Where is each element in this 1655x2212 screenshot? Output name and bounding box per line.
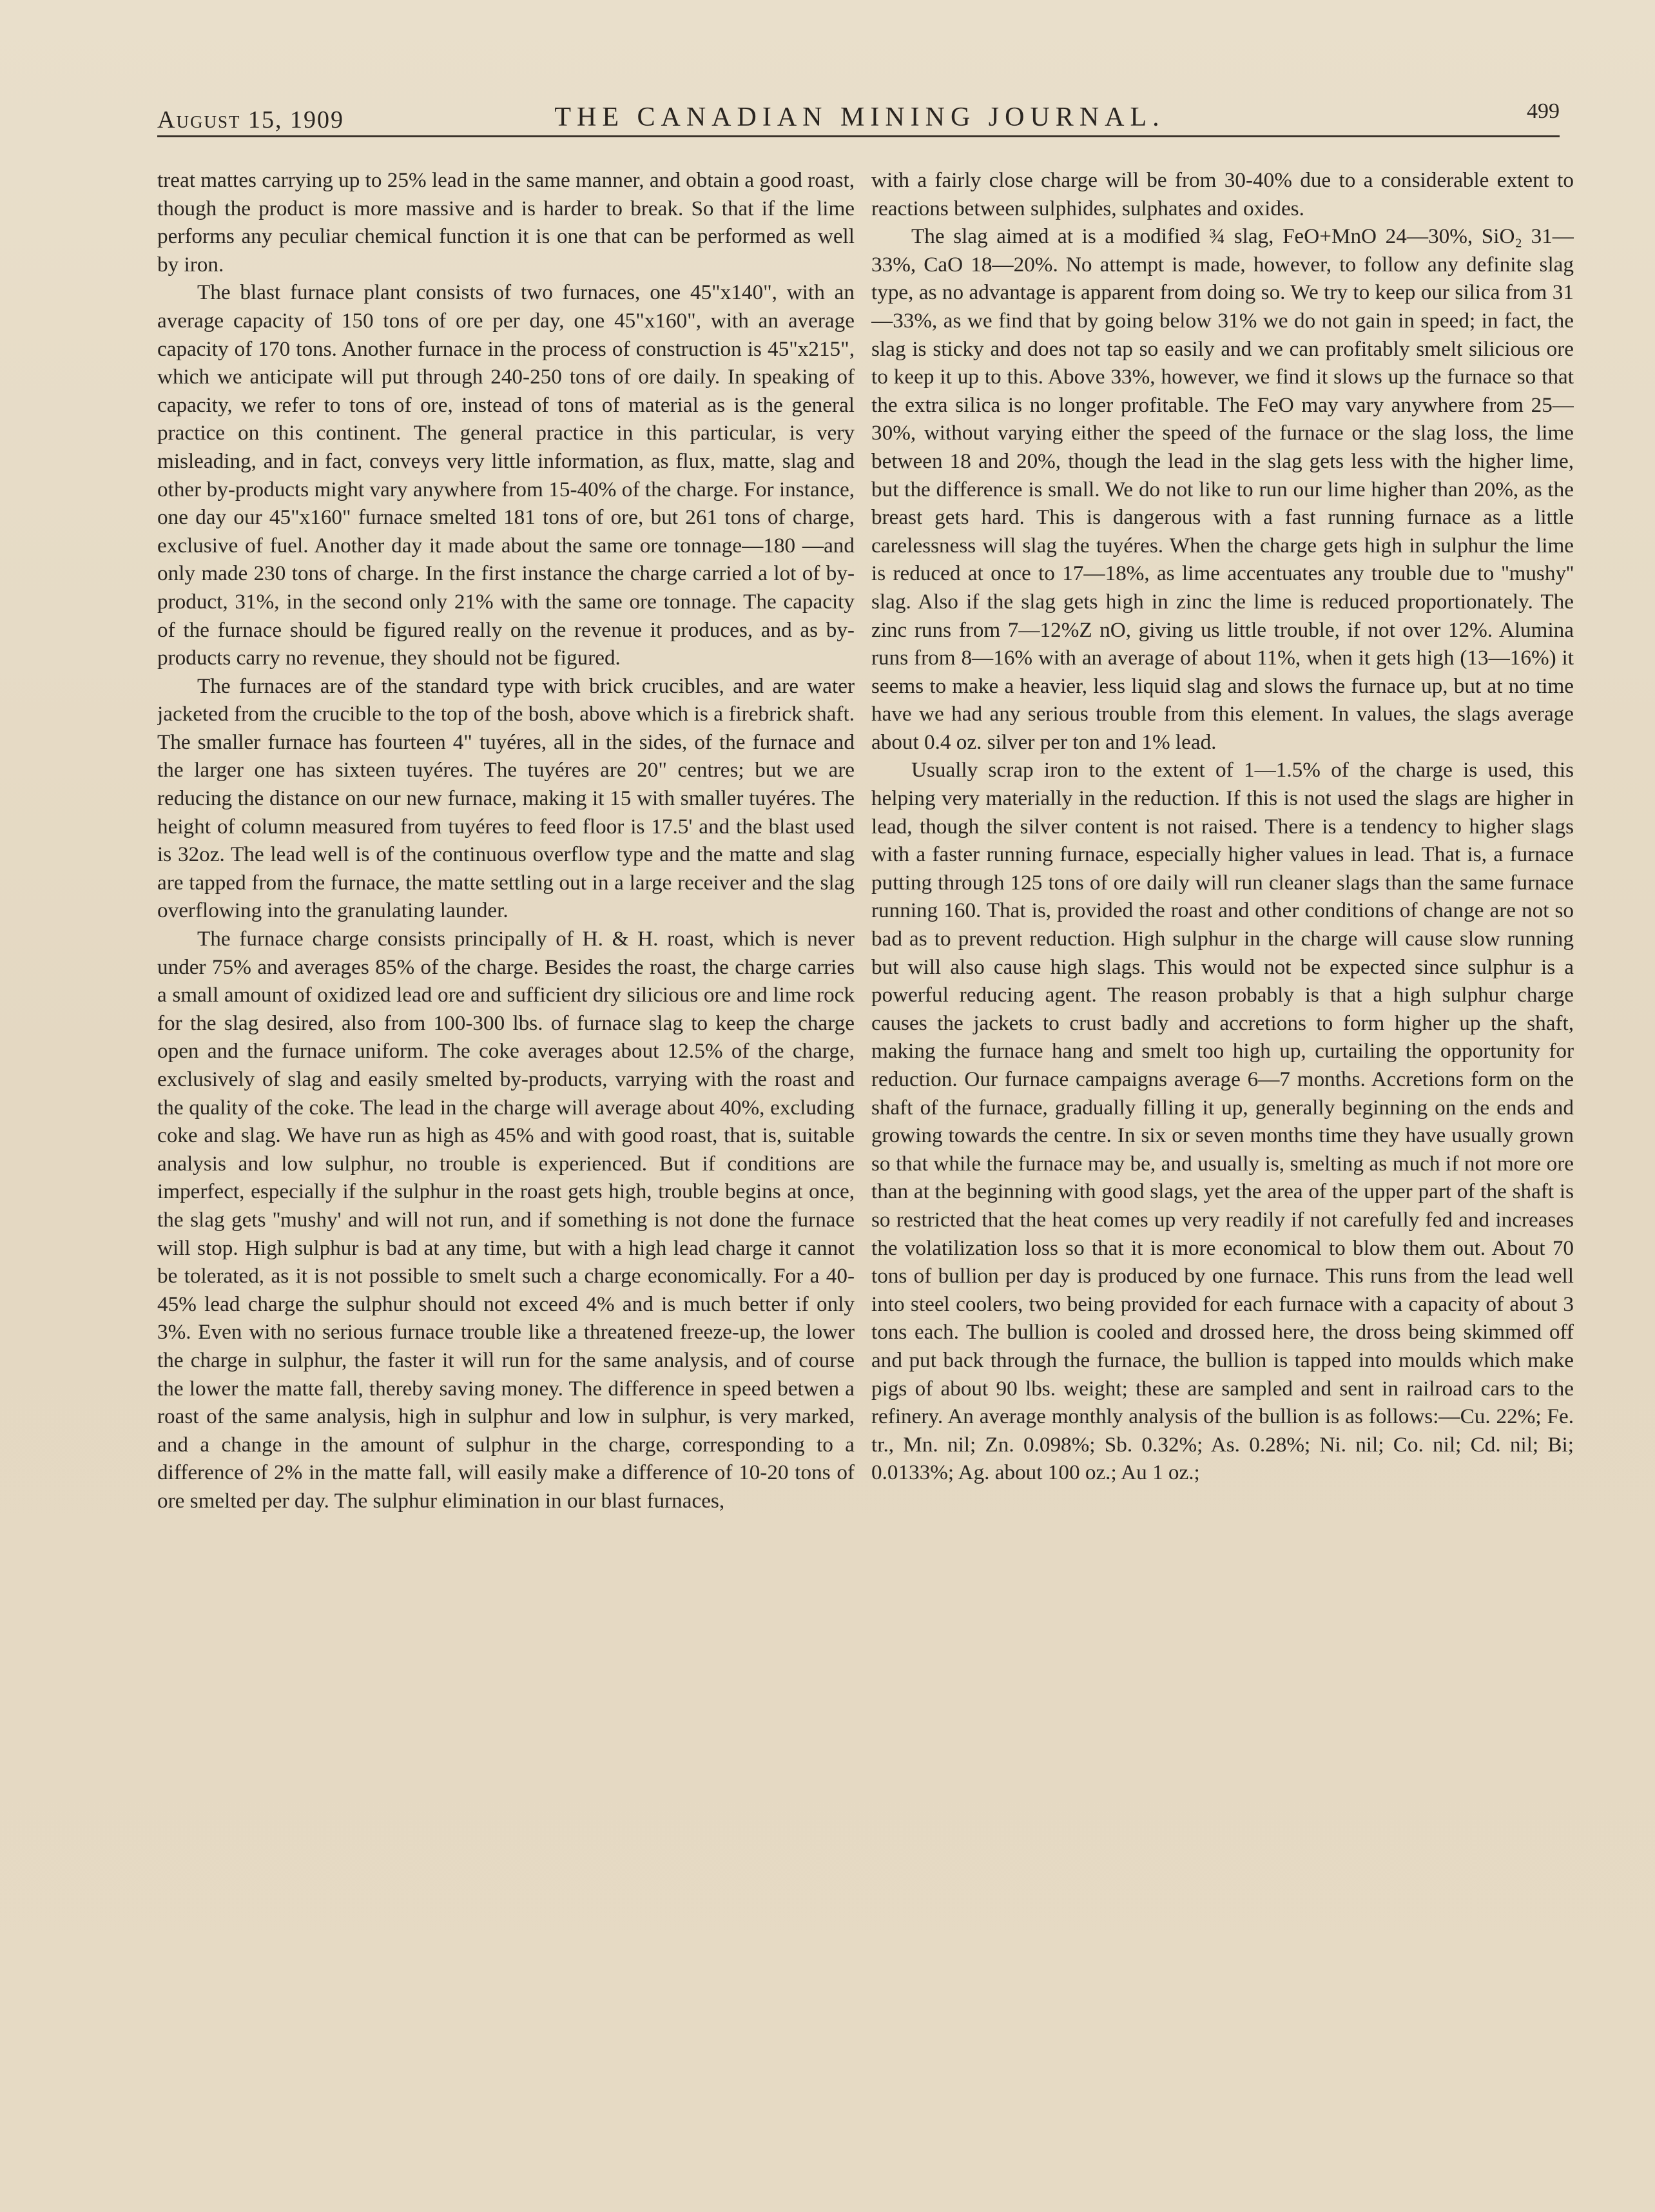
- paragraph: The furnaces are of the standard type with brick crucibles, and are water jacketed from the crucible to the top of the bosh, above which is a firebrick shaft. The smaller furnace has fourteen 4" tuyéres, all in the sides, of the furnace and the larger one has sixteen tuyéres. The tuyéres are 20" centres; but we are reducing the distance on our new furnace, making it 15 with smaller tuyéres. The height of column measured from tuyéres to feed floor is 17.5' and the blast used is 32oz. The lead well is of the continuous overflow type and the matte and slag are tapped from the furnace, the matte settling out in a large receiver and the slag overflowing into the granulating launder.: [157, 674, 855, 923]
- left-column: [157, 166, 855, 2113]
- right-column: [871, 166, 1574, 2113]
- paragraph: The furnace charge consists principally of H. & H. roast, which is never under 75% and averages 85% of the charge. Besides the roast, the charge carries a small amount of oxidized lead ore and sufficient dry silicious ore and lime rock for the slag desired, also from 100-300 lbs. of furnace slag to keep the charge open and the furnace uniform. The coke averages about 12.5% of the charge, exclusively of slag and easily smelted by-products, varrying with the roast and the quality of the coke. The lead in the charge will average about 40%, excluding coke and slag. We have run as high as 45% and with good roast, that is, suitable analysis and low sulphur, no trouble is experienced. But if conditions are imperfect, especially if the sulphur in the roast gets high, trouble begins at once, the slag gets ''mushy' and will not run, and if something is not done the furnace will stop. High sulphur is bad at any time, but with a high lead charge it cannot be tolerated, as it is not possible to smelt such a charge economically. For a 40-45% lead charge the sulphur should not exceed 4% and is much better if only 3%. Even with no serious furnace trouble like a threatened freeze-up, the lower the charge in sulphur, the faster it will run for the same analysis, and of course the lower the matte fall, thereby saving money. The difference in speed betwen a roast of the same analysis, high in sulphur and low in sulphur, is very marked, and a change in the amount of sulphur in the charge, corresponding to a difference of 2% in the matte fall, will easily make a difference of 10-20 tons of ore smelted per day. The sulphur elimination in our blast furnaces,: [157, 927, 855, 1513]
- running-header: [157, 90, 1560, 137]
- issue-date: August 15, 1909: [157, 106, 344, 133]
- page-number: 499: [1527, 99, 1560, 123]
- paragraph: Usually scrap iron to the extent of 1—1.5% of the charge is used, this helping very materially in the reduction. If this is not used the slags are higher in lead, though the silver content is not raised. There is a tendency to higher slags with a faster running furnace, especially higher values in lead. That is, a furnace putting through 125 tons of ore daily will run cleaner slags than the same furnace running 160. That is, provided the roast and other conditions of change are not so bad as to prevent reduction. High sulphur in the charge will cause slow running but will also cause high slags. This would not be expected since sulphur is a powerful reducing agent. The reason probably is that a high sulphur charge causes the jackets to crust badly and accretions to form higher up the shaft, making the furnace hang and smelt too high up, curtailing the opportunity for reduction. Our furnace campaigns average 6—7 months. Accretions form on the shaft of the furnace, gradually filling it up, generally beginning on the ends and growing towards the centre. In six or seven months time they have usually grown so that while the furnace may be, and usually is, smelting as much if not more ore than at the beginning with good slags, yet the area of the upper part of the shaft is so restricted that the heat comes up very readily if not carefully fed and increases the volatilization loss so that it is more economical to blow them out. About 70 tons of bullion per day is produced by one furnace. This runs from the lead well into steel coolers, two being provided for each furnace with a capacity of about 3 tons each. The bullion is cooled and drossed here, the dross being skimmed off and put back through the furnace, the bullion is tapped into moulds which make pigs of about 90 lbs. weight; these are sampled and sent in railroad cars to the refinery. An average monthly analysis of the bullion is as follows:—Cu. 22%; Fe. tr., Mn. nil; Zn. 0.098%; Sb. 0.32%; As. 0.28%; Ni. nil; Co. nil; Cd. nil; Bi; 0.0133%; Ag. about 100 oz.; Au 1 oz.;: [871, 758, 1574, 1485]
- paragraph: The slag aimed at is a modified ¾ slag, FeO+MnO 24—30%, SiO₂ 31—33%, CaO 18—20%. No attempt is made, however, to follow any definite slag type, as no advantage is apparent from doing so. We try to keep our silica from 31—33%, as we find that by going below 31% we do not gain in speed; in fact, the slag is sticky and does not tap so easily and we can profitably smelt silicious ore to keep it up to this. Above 33%, however, we find it slows up the furnace so that the extra silica is no longer profitable. The FeO may vary anywhere from 25—30%, without varying either the speed of the furnace or the slag loss, the lime between 18 and 20%, though the lead in the slag gets less with the higher lime, but the difference is small. We do not like to run our lime higher than 20%, as the breast gets hard. This is dangerous with a fast running furnace as a little carelessness will slag the tuyéres. When the charge gets high in sulphur the lime is reduced at once to 17—18%, as lime accentuates any trouble due to ''mushy'' slag. Also if the slag gets high in zinc the lime is reduced proportionately. The zinc runs from 7—12%Z nO, giving us little trouble, if not over 12%. Alumina runs from 8—16% with an average of about 11%, when it gets high (13—16%) it seems to make a heavier, less liquid slag and slows the furnace up, but at no time have we had any serious trouble from this element. In values, the slags average about 0.4 oz. silver per ton and 1% lead.: [871, 224, 1574, 754]
- journal-title: THE CANADIAN MINING JOURNAL.: [554, 102, 1165, 132]
- header-rule: [157, 135, 1560, 137]
- paragraph: The blast furnace plant consists of two furnaces, one 45"x140", with an average capacity of 150 tons of ore per day, one 45"x160", with an average capacity of 170 tons. Another furnace in the process of construction is 45"x215", which we anticipate will put through 240-250 tons of ore daily. In speaking of capacity, we refer to tons of ore, instead of tons of material as is the general practice on this continent. The general practice in this particular, is very misleading, and in fact, conveys very little information, as flux, matte, slag and other by-products might vary anywhere from 15-40% of the charge. For instance, one day our 45"x160" furnace smelted 181 tons of ore, but 261 tons of charge, exclusive of fuel. Another day it made about the same ore tonnage—180 —and only made 230 tons of charge. In the first instance the charge carried a lot of by-product, 31%, in the second only 21% with the same ore tonnage. The capacity of the furnace should be figured really on the revenue it produces, and as by-products carry no revenue, they should not be figured.: [157, 280, 855, 670]
- paragraph: treat mattes carrying up to 25% lead in the same manner, and obtain a good roast, though the product is more massive and is harder to break. So that if the lime performs any peculiar chemical function it is one that can be performed as well by iron.: [157, 168, 855, 276]
- paragraph: with a fairly close charge will be from 30-40% due to a considerable extent to reactions between sulphides, sulphates and oxides.: [871, 168, 1574, 220]
